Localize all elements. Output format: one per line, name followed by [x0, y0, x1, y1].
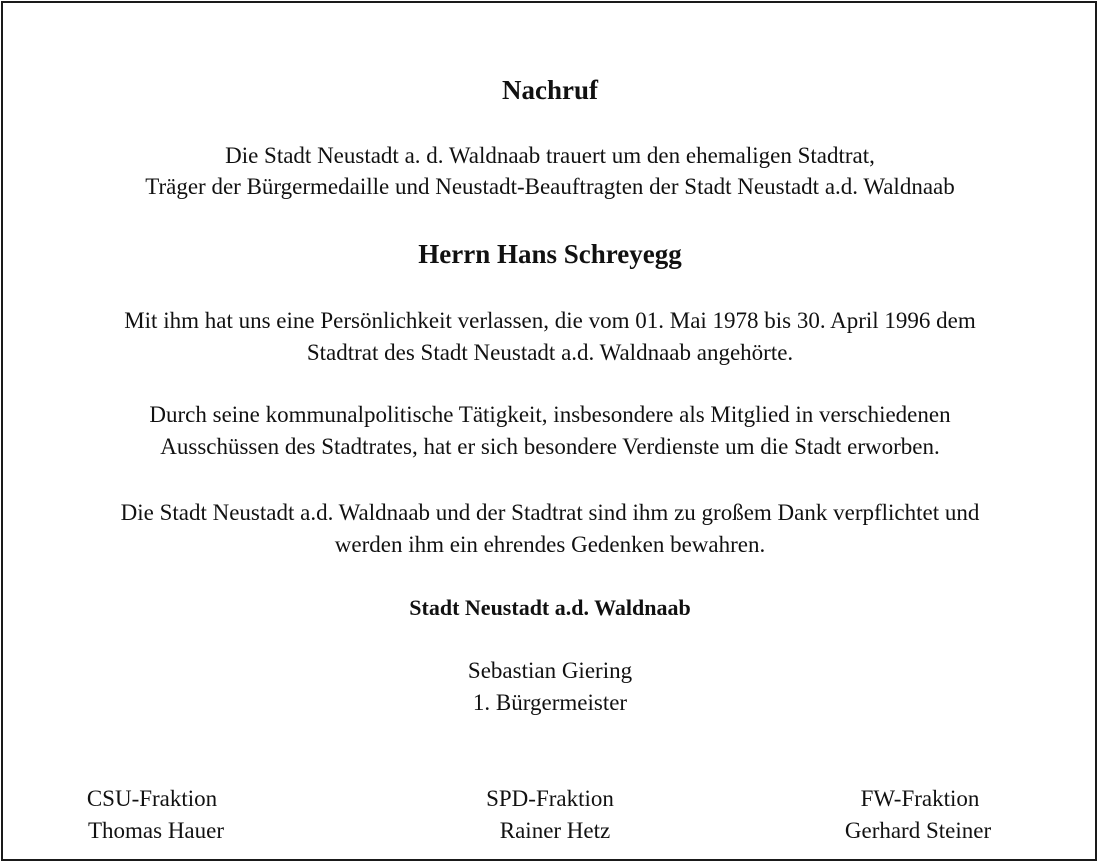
paragraph-1-line-1: Mit ihm hat uns eine Persönlichkeit verlassen, die vom 01. Mai 1978 bis 30. April 1996 dem — [124, 308, 976, 333]
faction-fw-label: FW-Fraktion — [860, 786, 980, 811]
organization-name: Stadt Neustadt a.d. Waldnaab — [409, 595, 691, 620]
paragraph-2-line-1: Durch seine kommunalpolitische Tätigkeit, insbesondere als Mitglied in verschiedenen — [149, 402, 951, 427]
paragraph-3-line-2: werden ihm ein ehrendes Gedenken bewahren. — [334, 532, 766, 557]
faction-fw-person: Gerhard Steiner — [844, 818, 992, 843]
document-border — [1, 1, 1097, 861]
paragraph-3-line-1: Die Stadt Neustadt a.d. Waldnaab und der Stadtrat sind ihm zu großem Dank verpflichtet und — [120, 500, 980, 525]
signatory-role: 1. Bürgermeister — [472, 690, 628, 715]
signatory-name: Sebastian Giering — [467, 658, 633, 683]
faction-spd-label: SPD-Fraktion — [486, 786, 614, 811]
faction-csu-label: CSU-Fraktion — [86, 786, 218, 811]
deceased-name: Herrn Hans Schreyegg — [418, 239, 682, 269]
paragraph-1-line-2: Stadtrat des Stadt Neustadt a.d. Waldnaab angehörte. — [306, 340, 794, 365]
document-title: Nachruf — [502, 75, 598, 105]
intro-line-1: Die Stadt Neustadt a. d. Waldnaab trauert um den ehemaligen Stadtrat, — [225, 143, 875, 168]
paragraph-2-line-2: Ausschüssen des Stadtrates, hat er sich besondere Verdienste um die Stadt erworben. — [160, 434, 940, 459]
intro-line-2: Träger der Bürgermedaille und Neustadt-Beauftragten der Stadt Neustadt a.d. Waldnaab — [145, 174, 955, 199]
faction-csu-person: Thomas Hauer — [87, 818, 225, 843]
faction-spd-person: Rainer Hetz — [499, 818, 611, 843]
